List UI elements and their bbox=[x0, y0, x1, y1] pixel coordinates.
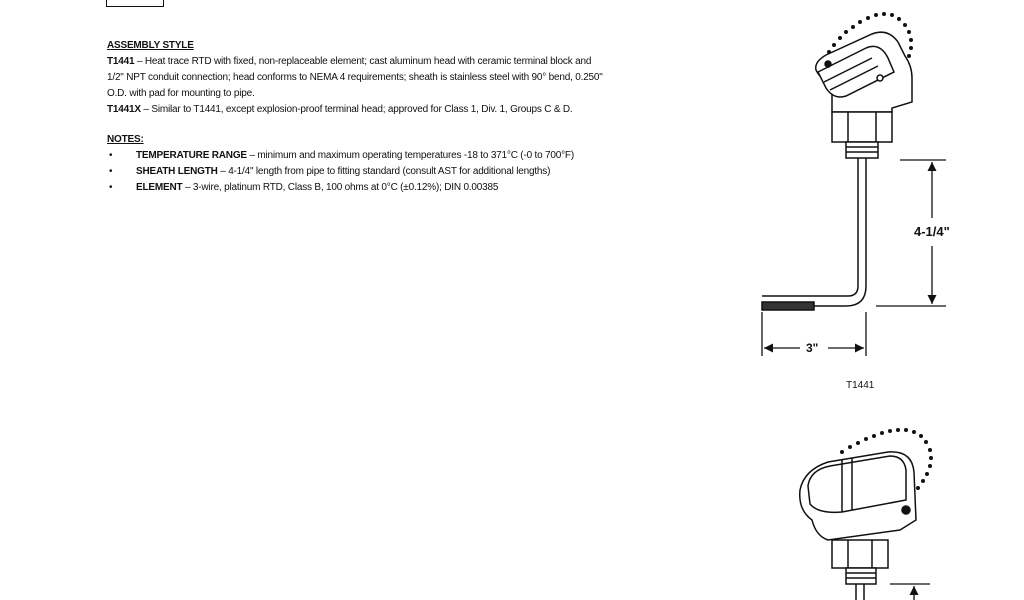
t1441x-desc: – Similar to T1441, except explosion-proof terminal head; approved for Class 1, Div. 1, Groups C & D. bbox=[140, 104, 573, 115]
figure-caption: T1441 bbox=[846, 380, 875, 391]
t1441-desc-3: O.D. with pad for mounting to pipe. bbox=[107, 88, 255, 99]
t1441x-code: T1441X bbox=[107, 104, 141, 115]
t1441x-rtd-drawing bbox=[800, 428, 933, 600]
note-item: • TEMPERATURE RANGE – minimum and maximum operating temperatures -18 to 371°C (-0 to 700°F) bbox=[109, 150, 574, 161]
note-item: • ELEMENT – 3-wire, platinum RTD, Class B, 100 ohms at 0°C (±0.12%); DIN 0.00385 bbox=[109, 182, 499, 193]
notes-heading: NOTES: bbox=[107, 134, 144, 145]
mounting-pad bbox=[762, 302, 814, 310]
width-dimension-label: 3" bbox=[806, 341, 819, 355]
assembly-heading: ASSEMBLY STYLE bbox=[107, 40, 194, 51]
conduit-fitting bbox=[846, 142, 878, 158]
t1441-code: T1441 bbox=[107, 56, 135, 67]
t1441-desc-1: – Heat trace RTD with fixed, non-replaceable element; cast aluminum head with ceramic terminal block and bbox=[134, 56, 592, 67]
t1441-desc-2: 1/2" NPT conduit connection; head conforms to NEMA 4 requirements; sheath is stainless steel with 90° bend, 0.250" bbox=[107, 72, 603, 83]
note-text: – 3-wire, platinum RTD, Class B, 100 ohms at 0°C (±0.12%); DIN 0.00385 bbox=[182, 182, 499, 193]
note-label: TEMPERATURE RANGE bbox=[136, 150, 247, 161]
t1441-rtd-drawing bbox=[762, 12, 913, 310]
hex-base bbox=[832, 540, 888, 568]
hex-base bbox=[832, 112, 892, 142]
conduit-fitting bbox=[846, 568, 876, 584]
note-label: ELEMENT bbox=[136, 182, 183, 193]
height-dimension-label: 4-1/4" bbox=[914, 224, 950, 239]
note-item: • SHEATH LENGTH – 4-1/4" length from pipe to fitting standard (consult AST for additional lengths) bbox=[109, 166, 551, 177]
note-text: – minimum and maximum operating temperatures -18 to 371°C (-0 to 700°F) bbox=[246, 150, 574, 161]
note-label: SHEATH LENGTH bbox=[136, 166, 218, 177]
height-dimension-2 bbox=[890, 584, 930, 600]
note-text: – 4-1/4" length from pipe to fitting standard (consult AST for additional lengths) bbox=[217, 166, 551, 177]
